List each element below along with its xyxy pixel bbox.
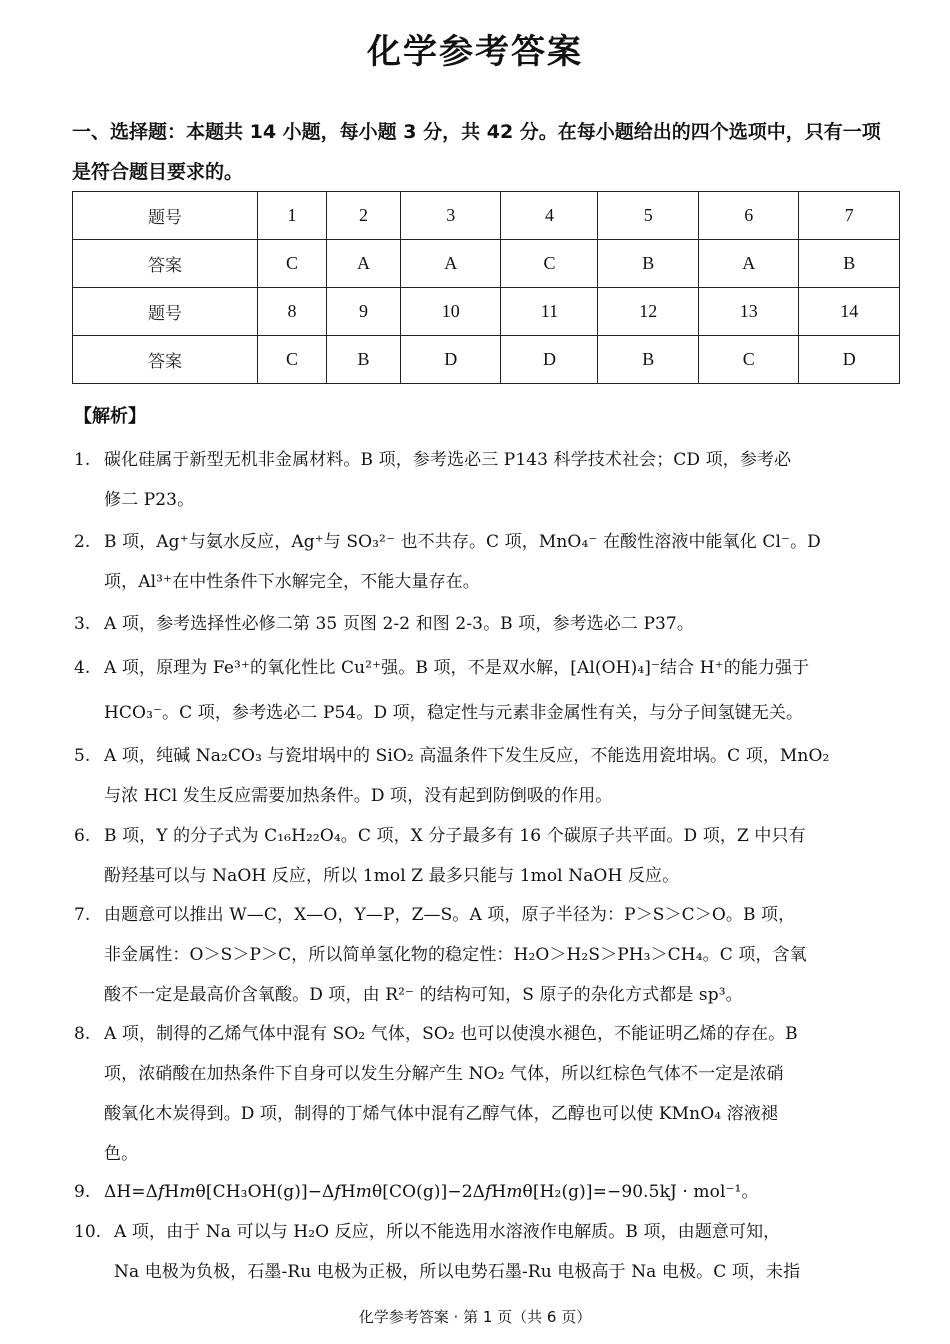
answer-cell: D [400,336,500,384]
answer-cell: C [258,240,327,288]
answer-cell: A [698,240,798,288]
question-number-label: 题号 [73,192,258,240]
item-text-line: B 项，Ag⁺与氨水反应，Ag⁺与 SO₃²⁻ 也不共存。C 项，MnO₄⁻ 在酸性溶液中能氧化 Cl⁻。D [104,532,821,552]
item-text-line: 与浓 HCl 发生反应需要加热条件。D 项，没有起到防倒吸的作用。 [104,786,613,806]
section-heading [72,112,902,192]
item-number: 5. [74,746,91,766]
item-number: 4. [74,658,91,678]
answer-table-row [73,288,900,336]
item-text-line: 由题意可以推出 W—C，X—O，Y—P，Z—S。A 项，原子半径为：P＞S＞C＞O。B 项， [104,905,796,925]
item-text-line: 酸氧化木炭得到。D 项，制得的丁烯气体中混有乙醇气体，乙醇也可以使 KMnO₄ 溶液褪 [104,1104,778,1124]
item-text-line: A 项，原理为 Fe³⁺的氧化性比 Cu²⁺强。B 项，不是双水解，[Al(OH)₄]⁻结合 H⁺的能力强于 [104,658,810,678]
explanation-item-4 [74,648,900,733]
question-number-cell: 14 [799,288,900,336]
question-number-cell: 2 [326,192,400,240]
item-text-line: A 项，参考选择性必修二第 35 页图 2-2 和图 2-3。B 项，参考选必二 P37。 [104,614,694,634]
answer-cell: B [598,240,698,288]
question-number-label: 题号 [73,288,258,336]
explanation-item-9 [74,1172,900,1212]
item-text-line: A 项，由于 Na 可以与 H₂O 反应，所以不能选用水溶液作电解质。B 项，由题意可知， [114,1222,781,1242]
explanation-item-6 [74,816,900,896]
question-number-cell: 8 [258,288,327,336]
item-text-line: 非金属性：O＞S＞P＞C，所以简单氢化物的稳定性：H₂O＞H₂S＞PH₃＞CH₄。C 项，含氧 [104,945,807,965]
answer-cell: D [799,336,900,384]
item-number: 3. [74,614,91,634]
item-number: 9. [74,1182,91,1202]
section-heading-line-2: 是符合题目要求的。 [72,161,244,183]
explanation-item-5 [74,736,900,816]
item-text-line: A 项，纯碱 Na₂CO₃ 与瓷坩埚中的 SiO₂ 高温条件下发生反应，不能选用瓷坩埚。C 项，MnO₂ [104,746,830,766]
analysis-heading: 【解析】 [74,406,146,427]
explanation-item-7 [74,895,900,1015]
answer-cell: C [698,336,798,384]
answer-table-row [73,192,900,240]
question-number-cell: 1 [258,192,327,240]
answer-cell: B [326,336,400,384]
item-text-line: Na 电极为负极，石墨-Ru 电极为正极，所以电势石墨-Ru 电极高于 Na 电极。C 项，未指 [114,1262,801,1282]
item-text-line: HCO₃⁻。C 项，参考选必二 P54。D 项，稳定性与元素非金属性有关，与分子间氢键无关。 [104,703,804,723]
answer-table-row [73,336,900,384]
question-number-cell: 5 [598,192,698,240]
answer-cell: B [598,336,698,384]
item-text-line: B 项，Y 的分子式为 C₁₆H₂₂O₄。C 项，X 分子最多有 16 个碳原子共平面。D 项，Z 中只有 [104,826,806,846]
question-number-cell: 6 [698,192,798,240]
explanation-item-8 [74,1014,900,1174]
answer-cell: C [501,240,598,288]
answer-cell: B [799,240,900,288]
item-text-line: A 项，制得的乙烯气体中混有 SO₂ 气体，SO₂ 也可以使溴水褪色，不能证明乙烯的存在。B [104,1024,798,1044]
explanation-item-1 [74,440,900,520]
question-number-cell: 10 [400,288,500,336]
page-title: 化学参考答案 [367,32,583,72]
question-number-cell: 12 [598,288,698,336]
page-footer: 化学参考答案 · 第 1 页（共 6 页） [358,1308,592,1326]
answer-table-row [73,240,900,288]
question-number-cell: 4 [501,192,598,240]
item-text-line: 修二 P23。 [104,490,195,510]
item-number: 1. [74,450,91,470]
item-number: 6. [74,826,91,846]
answer-label: 答案 [73,336,258,384]
item-text-line: 项，浓硝酸在加热条件下自身可以发生分解产生 NO₂ 气体，所以红棕色气体不一定是浓硝 [104,1064,784,1084]
explanation-item-3 [74,604,900,644]
answer-cell: A [326,240,400,288]
item-text-line: 项，Al³⁺在中性条件下水解完全，不能大量存在。 [104,572,480,592]
item-text-line: 酚羟基可以与 NaOH 反应，所以 1mol Z 最多只能与 1mol NaOH 反应。 [104,866,680,886]
item-number: 7. [74,905,91,925]
question-number-cell: 11 [501,288,598,336]
explanation-item-2 [74,522,900,602]
item-number: 2. [74,532,91,552]
answer-cell: A [400,240,500,288]
answer-cell: D [501,336,598,384]
item-text-line: 碳化硅属于新型无机非金属材料。B 项，参考选必三 P143 科学技术社会；CD 项，参考必 [104,450,792,470]
section-heading-line-1: 一、选择题：本题共 14 小题，每小题 3 分，共 42 分。在每小题给出的四个选项中，只有一项 [72,121,881,143]
answer-table [72,191,900,384]
answer-cell: C [258,336,327,384]
explanation-item-10 [74,1212,900,1292]
question-number-cell: 13 [698,288,798,336]
item-text-line: 色。 [104,1144,139,1164]
answer-label: 答案 [73,240,258,288]
item-text-line: ΔH=Δ𝑓H𝑚θ[CH₃OH(g)]−Δ𝑓H𝑚θ[CO(g)]−2Δ𝑓H𝑚θ[H₂(g)]=−90.5kJ · mol⁻¹。 [104,1182,759,1202]
item-number: 8. [74,1024,91,1044]
question-number-cell: 7 [799,192,900,240]
item-text-line: 酸不一定是最高价含氧酸。D 项，由 R²⁻ 的结构可知，S 原子的杂化方式都是 sp³。 [104,985,743,1005]
question-number-cell: 3 [400,192,500,240]
item-number: 10. [74,1222,102,1242]
question-number-cell: 9 [326,288,400,336]
